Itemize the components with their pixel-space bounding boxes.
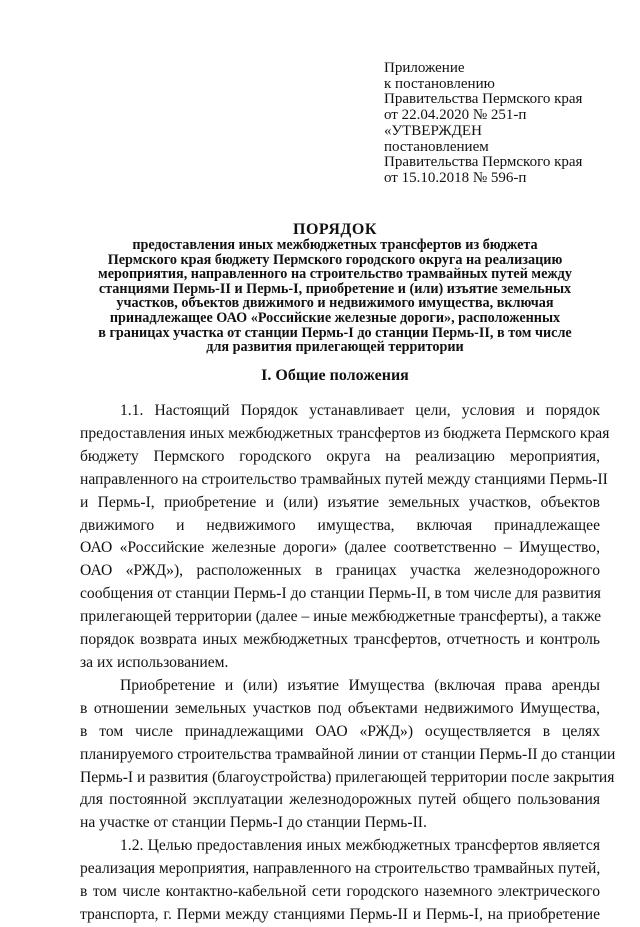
paragraph-1-1	[80, 400, 610, 675]
subtitle-line: для развития прилегающей территории	[206, 339, 464, 356]
approved-line: постановлением	[384, 138, 489, 155]
document-body	[80, 400, 616, 927]
text-line: сообщения от станции Пермь-I до станции Пермь-II, в том числе для развития	[80, 585, 601, 603]
approved-line: «УТВЕРЖДЕН	[384, 123, 482, 139]
text-line: движимого и недвижимого имущества, включая принадлежащее	[80, 516, 600, 534]
text-line: для постоянной эксплуатации железнодорожных путей общего пользования	[80, 791, 600, 809]
text-line: Приобретение и (или) изъятие Имущества (включая права аренды	[120, 676, 600, 694]
subtitle-line: принадлежащее ОАО «Российские железные дороги», расположенных	[109, 309, 561, 326]
text-line: реализация мероприятия, направленного на строительство трамвайных путей,	[80, 860, 601, 878]
subtitle-line: Пермского края бюджету Пермского городского округа на реализацию	[107, 251, 563, 268]
text-line: на участке от станции Пермь-I до станции Пермь-II.	[80, 814, 427, 832]
approved-line: Правительства Пермского края	[384, 154, 583, 170]
subtitle-line: мероприятия, направленного на строительство трамвайных путей между	[98, 266, 572, 283]
document-title: ПОРЯДОК	[293, 221, 377, 238]
text-line: бюджету Пермского городского округа на реализацию мероприятия,	[80, 447, 600, 465]
text-line: и Пермь-I, приобретение и (или) изъятие земельных участков, объектов	[80, 493, 600, 511]
section-heading: I. Общие положения	[261, 367, 409, 384]
text-line: 1.2. Целью предоставления иных межбюджетных трансфертов является	[120, 837, 600, 855]
approved-line: от 15.10.2018 № 596-п	[384, 169, 527, 186]
subtitle-line: участков, объектов движимого и недвижимого имущества, включая	[116, 295, 554, 312]
paragraph-acquisition	[80, 675, 616, 835]
subtitle-line: предоставления иных межбюджетных трансфертов из бюджета	[132, 237, 538, 253]
text-line: в том числе контактно-кабельной сети городского наземного электрического	[80, 883, 600, 901]
appendix-line: Приложение	[384, 60, 465, 76]
approved-header	[384, 124, 582, 186]
text-line: за их использованием.	[80, 653, 229, 671]
text-line: ОАО «РЖД»), расположенных в границах участка железнодорожного	[80, 562, 600, 580]
appendix-line: Правительства Пермского края	[384, 91, 583, 107]
subtitle-line: станциями Пермь-II и Пермь-I, приобретение и (или) изъятие земельных	[98, 280, 572, 297]
appendix-line: от 22.04.2020 № 251-п	[384, 106, 527, 123]
text-line: Пермь-I и развития (благоустройства) прилегающей территории после закрытия	[80, 768, 615, 786]
text-line: в том числе принадлежащими ОАО «РЖД») осуществляется в целях	[80, 722, 600, 740]
text-line: направленного на строительство трамвайных путей между станциями Пермь-II	[80, 470, 608, 488]
paragraph-1-2	[80, 835, 600, 927]
appendix-header	[384, 61, 582, 123]
text-line: предоставления иных межбюджетных трансфертов из бюджета Пермского края	[80, 424, 610, 442]
text-line: транспорта, г. Перми между станциями Пермь-II и Пермь-I, на приобретение	[80, 905, 600, 923]
text-line: прилегающей территории (далее – иные межбюджетные трансферты), а также	[80, 608, 602, 626]
text-line: 1.1. Настоящий Порядок устанавливает цели, условия и порядок	[120, 402, 600, 419]
text-line: в отношении земельных участков под объектами недвижимого Имущества,	[80, 699, 600, 717]
text-line: порядок возврата иных межбюджетных трансфертов, отчетность и контроль	[80, 631, 600, 649]
text-line: ОАО «Российские железные дороги» (далее соответственно – Имущество,	[80, 539, 600, 557]
appendix-line: к постановлению	[384, 75, 495, 92]
subtitle-line: в границах участка от станции Пермь-I до станции Пермь-II, в том числе	[98, 324, 572, 341]
text-line: планируемого строительства трамвайной линии от станции Пермь-II до станции	[80, 745, 616, 763]
document-subtitle	[80, 238, 590, 355]
